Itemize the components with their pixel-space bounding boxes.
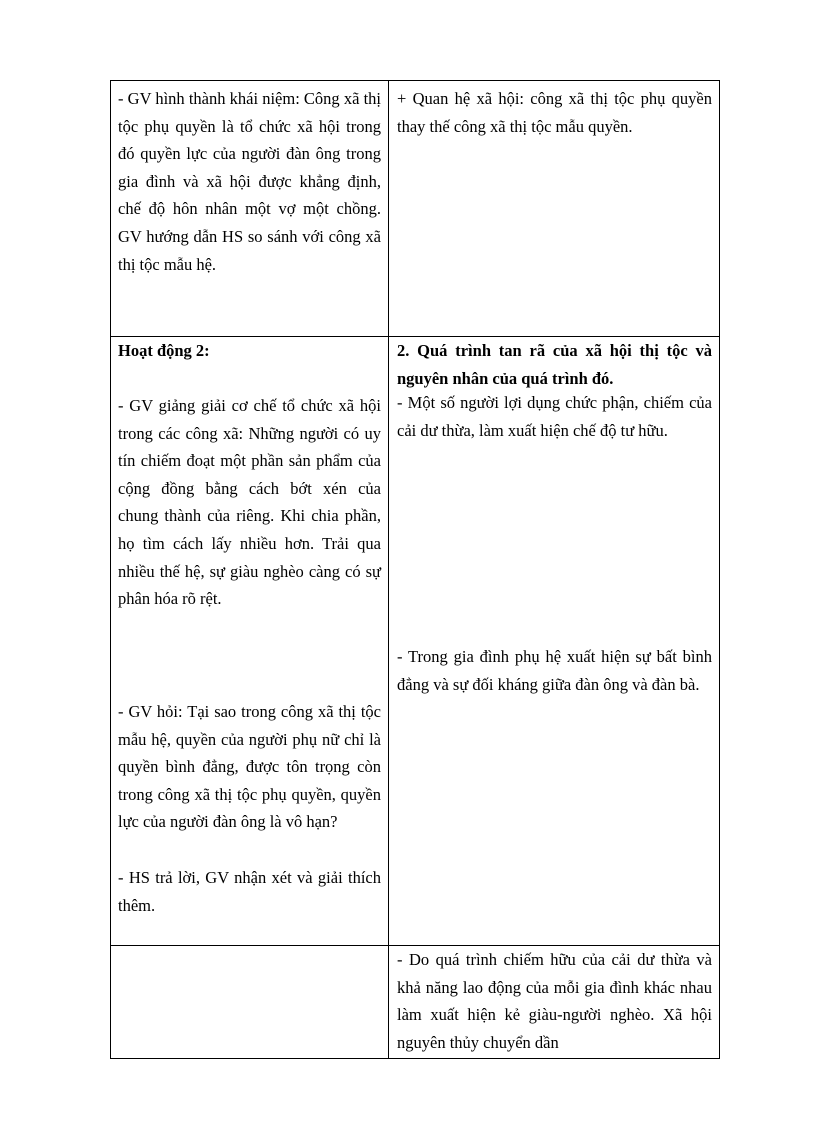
inequality-paragraph: - Trong gia đình phụ hệ xuất hiện sự bất bình đẳng và sự đối kháng giữa đàn ông và đàn bà. [397, 647, 712, 694]
question-paragraph: - GV hỏi: Tại sao trong công xã thị tộc mẫu hệ, quyền của người phụ nữ chỉ là quyền bình đẳng, được tôn trọng còn trong công xã thị tộc phụ quyền, quyền lực của người đàn ông là vô hạn? [118, 702, 381, 832]
table-row [111, 337, 720, 946]
content-cell [389, 337, 720, 946]
teacher-activity-cell [111, 946, 389, 1059]
concept-paragraph: - GV hình thành khái niệm: Công xã thị tộc phụ quyền là tổ chức xã hội trong đó quyền lực của người đàn ông trong gia đình và xã hội được khẳng định, chế độ hôn nhân một vợ một chồng. GV hướng dẫn HS so sánh với công xã thị tộc mẫu hệ. [118, 89, 381, 274]
teacher-activity-cell [111, 81, 389, 337]
section-heading: 2. Quá trình tan rã của xã hội thị tộc và nguyên nhân của quá trình đó. [397, 341, 712, 388]
explanation-paragraph: - GV giảng giải cơ chế tổ chức xã hội trong các công xã: Những người có uy tín chiếm đoạt một phần sản phẩm của cộng đồng bằng cách bớt xén của chung thành của riêng. Khi chia phần, họ tìm cách lấy nhiều hơn. Trải qua nhiều thế hệ, sự giàu nghèo càng có sự phân hóa rõ rệt. [118, 396, 381, 609]
social-relation-paragraph: + Quan hệ xã hội: công xã thị tộc phụ quyền thay thế công xã thị tộc mẫu quyền. [397, 89, 712, 136]
private-property-paragraph: - Một số người lợi dụng chức phận, chiếm của cải dư thừa, làm xuất hiện chế độ tư hữu. [397, 393, 712, 440]
table-row [111, 81, 720, 337]
activity-heading: Hoạt động 2: [118, 341, 210, 360]
rich-poor-paragraph: - Do quá trình chiếm hữu của cải dư thừa và khả năng lao động của mỗi gia đình khác nhau làm xuất hiện kẻ giàu-người nghèo. Xã hội nguyên thủy chuyển dần [397, 950, 712, 1052]
teacher-activity-cell [111, 337, 389, 946]
table-row [111, 946, 720, 1059]
content-cell [389, 81, 720, 337]
content-cell [389, 946, 720, 1059]
lesson-table [110, 80, 720, 1059]
answer-paragraph: - HS trả lời, GV nhận xét và giải thích thêm. [118, 868, 381, 915]
